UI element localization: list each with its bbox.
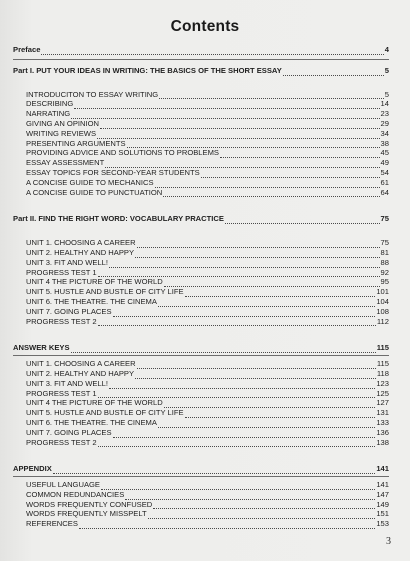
toc-section-label: ANSWER KEYS (13, 343, 70, 353)
toc-entry-label: UNIT 4 THE PICTURE OF THE WORLD (26, 277, 163, 287)
toc-entry-page: 118 (376, 368, 389, 378)
dot-leader (137, 361, 376, 369)
dot-leader (164, 400, 376, 408)
toc-entry (13, 258, 389, 268)
toc-entry-label: PROGRESS TEST 2 (26, 316, 97, 326)
dot-leader (164, 279, 380, 287)
dot-leader (158, 299, 375, 307)
toc-entry-page: 104 (376, 296, 389, 306)
dot-leader (125, 492, 375, 500)
toc-entry-label: UNIT 1. CHOOSING A CAREER (26, 359, 136, 369)
dot-leader (53, 466, 376, 474)
dot-leader (113, 430, 376, 438)
toc-section-label: Part II. FIND THE RIGHT WORD: VOCABULARY PRACTICE (13, 214, 224, 224)
toc-entry-page: 153 (376, 519, 389, 529)
toc-entry-label: DESCRIBING (26, 99, 74, 109)
toc-entry (13, 389, 389, 399)
toc-entry-label: UNIT 3. FIT AND WELL! (26, 257, 109, 267)
toc-entry-label: UNIT 3. FIT AND WELL! (26, 378, 109, 388)
toc-entry (13, 519, 389, 529)
toc-entry (13, 158, 389, 168)
toc-section-page: 141 (376, 464, 389, 474)
toc-entry-page: 34 (380, 128, 389, 138)
page-title: Contents (170, 18, 240, 35)
toc-entry-page: 127 (376, 398, 389, 408)
toc-entry (13, 168, 389, 178)
dot-leader (101, 482, 375, 490)
toc-entry-page: 138 (376, 437, 389, 447)
toc-entry (13, 307, 389, 317)
toc-entry-page: 115 (376, 359, 389, 369)
toc-entry-label: UNIT 1. CHOOSING A CAREER (26, 238, 136, 248)
toc-entry-page: 141 (376, 480, 389, 490)
toc-entry-label: UNIT 4 THE PICTURE OF THE WORLD (26, 398, 163, 408)
toc-entry-label: UNIT 7. GOING PLACES (26, 306, 112, 316)
dot-leader (201, 170, 380, 178)
dot-leader (98, 439, 376, 447)
toc-entry-page: 149 (376, 499, 389, 509)
toc-entry-label: A CONCISE GUIDE TO MECHANICS (26, 177, 154, 187)
toc-entry (13, 359, 389, 369)
toc-entry-label: UNIT 2. HEALTHY AND HAPPY (26, 368, 135, 378)
dot-leader (109, 260, 380, 268)
toc-entry-label: ESSAY ASSESSMENT (26, 158, 105, 168)
toc-entry-page: 112 (376, 316, 389, 326)
toc-entry-label: GIVING AN OPINION (26, 118, 99, 128)
toc-entry (13, 418, 389, 428)
toc-entry (13, 90, 389, 100)
toc-entry-label: UNIT 2. HEALTHY AND HAPPY (26, 247, 135, 257)
divider (13, 355, 389, 356)
dot-leader (109, 381, 375, 389)
divider (13, 476, 389, 477)
toc-entry-label: PROGRESS TEST 2 (26, 437, 97, 447)
dot-leader (98, 269, 380, 277)
dot-leader (135, 371, 376, 379)
toc-entry (13, 238, 389, 248)
toc-entry-page: 54 (380, 167, 389, 177)
toc-section-appendix (13, 464, 389, 474)
toc-entry-label: NARRATING (26, 109, 71, 119)
dot-leader (185, 289, 376, 297)
toc-entry-page: 125 (376, 388, 389, 398)
toc-entry (13, 428, 389, 438)
toc-entry (13, 317, 389, 327)
toc-entry-page: 136 (376, 427, 389, 437)
dot-leader (159, 91, 384, 99)
dot-leader (148, 511, 376, 519)
toc-entry-label: REFERENCES (26, 519, 78, 529)
toc-entry-label: PROGRESS TEST 1 (26, 267, 97, 277)
dot-leader (225, 216, 380, 224)
toc-section-page: 5 (384, 65, 389, 75)
toc-section-page: 75 (380, 214, 389, 224)
dot-leader (105, 160, 379, 168)
dot-leader (97, 131, 380, 139)
toc-entry (13, 148, 389, 158)
toc-entry (13, 490, 389, 500)
dot-leader (79, 521, 375, 529)
toc-entry (13, 398, 389, 408)
dot-leader (283, 68, 384, 76)
toc-entry-label: WRITING REVIEWS (26, 128, 97, 138)
toc-entry-page: 123 (376, 378, 389, 388)
toc-entry (13, 500, 389, 510)
toc-entry-label: Preface (13, 45, 41, 54)
toc-entry-page: 45 (380, 148, 389, 158)
toc-entry-page: 5 (384, 89, 389, 99)
toc-entry (13, 438, 389, 448)
toc-entry (13, 129, 389, 139)
toc-entry-page: 61 (380, 177, 389, 187)
toc-entry-label: USEFUL LANGUAGE (26, 480, 100, 490)
toc-section-part2 (13, 214, 389, 224)
dot-leader (135, 250, 380, 258)
toc-entry (13, 139, 389, 149)
toc-entry-page: 81 (380, 247, 389, 257)
toc-entry-label: PROVIDING ADVICE AND SOLUTIONS TO PROBLEMS (26, 148, 219, 158)
toc-entry-page: 101 (376, 287, 389, 297)
toc-entry-label: WORDS FREQUENTLY CONFUSED (26, 499, 153, 509)
dot-leader (137, 240, 380, 248)
toc-entry-label: UNIT 6. THE THEATRE. THE CINEMA (26, 417, 157, 427)
toc-entry-label: INTRODUCITON TO ESSAY WRITING (26, 89, 159, 99)
dot-leader (100, 121, 380, 129)
dot-leader (155, 180, 380, 188)
toc-entry-preface (13, 45, 389, 55)
toc-list-part1 (13, 90, 389, 198)
dot-leader (71, 345, 376, 353)
toc-entry (13, 509, 389, 519)
toc-entry-page: 133 (376, 417, 389, 427)
dot-leader (185, 410, 376, 418)
toc-entry (13, 268, 389, 278)
toc-entry-page: 75 (380, 238, 389, 248)
toc-list-answer-keys (13, 359, 389, 447)
dot-leader (127, 140, 380, 148)
toc-entry-label: COMMON REDUNDANCIES (26, 489, 125, 499)
toc-entry (13, 119, 389, 129)
toc-entry (13, 480, 389, 490)
toc-entry-page: 147 (376, 489, 389, 499)
dot-leader (220, 150, 380, 158)
dot-leader (71, 111, 379, 119)
page-number: 3 (386, 536, 391, 547)
toc-entry-page: 131 (376, 408, 389, 418)
toc-entry-page: 108 (376, 306, 389, 316)
toc-entry-label: WORDS FREQUENTLY MISSPELT (26, 509, 147, 519)
toc-entry-label: UNIT 5. HUSTLE AND BUSTLE OF CITY LIFE (26, 287, 184, 297)
toc-section-label: Part I. PUT YOUR IDEAS IN WRITING: THE BASICS OF THE SHORT ESSAY (13, 65, 282, 75)
toc-entry-page: 14 (380, 99, 389, 109)
toc-entry-label: PROGRESS TEST 1 (26, 388, 97, 398)
dot-leader (163, 189, 379, 197)
toc-entry-label: PRESENTING ARGUMENTS (26, 138, 126, 148)
toc-entry (13, 109, 389, 119)
toc-section-label: APPENDIX (13, 464, 52, 474)
toc-entry-page: 92 (380, 267, 389, 277)
dot-leader (153, 501, 375, 509)
toc-entry-page: 38 (380, 138, 389, 148)
dot-leader (98, 390, 376, 398)
divider (13, 59, 389, 60)
toc-entry-label: A CONCISE GUIDE TO PUNCTUATION (26, 187, 163, 197)
toc-entry-page: 29 (380, 118, 389, 128)
toc-entry-page: 23 (380, 109, 389, 119)
toc-entry (13, 369, 389, 379)
dot-leader (74, 101, 379, 109)
toc-entry-label: UNIT 5. HUSTLE AND BUSTLE OF CITY LIFE (26, 408, 184, 418)
toc-entry-page: 49 (380, 158, 389, 168)
toc-entry-label: UNIT 7. GOING PLACES (26, 427, 112, 437)
toc-entry (13, 287, 389, 297)
toc-entry-page: 151 (376, 509, 389, 519)
toc-section-answer-keys (13, 343, 389, 353)
toc-entry-label: ESSAY TOPICS FOR SECOND-YEAR STUDENTS (26, 167, 200, 177)
toc-entry (13, 379, 389, 389)
dot-leader (41, 47, 383, 55)
toc-entry-page: 95 (380, 277, 389, 287)
dot-leader (158, 420, 375, 428)
toc-section-page: 115 (376, 343, 389, 353)
toc-entry (13, 178, 389, 188)
toc-entry (13, 188, 389, 198)
toc-entry (13, 408, 389, 418)
toc-entry-page: 4 (384, 45, 389, 54)
toc-list-appendix (13, 480, 389, 529)
toc-entry (13, 248, 389, 258)
toc-entry (13, 99, 389, 109)
toc-list-part2 (13, 238, 389, 326)
dot-leader (113, 309, 376, 317)
toc-entry-page: 88 (380, 257, 389, 267)
table-of-contents (13, 45, 389, 529)
toc-entry (13, 297, 389, 307)
toc-entry-page: 64 (380, 187, 389, 197)
toc-entry (13, 277, 389, 287)
toc-entry-label: UNIT 6. THE THEATRE. THE CINEMA (26, 296, 157, 306)
dot-leader (98, 318, 376, 326)
toc-section-part1 (13, 66, 389, 76)
